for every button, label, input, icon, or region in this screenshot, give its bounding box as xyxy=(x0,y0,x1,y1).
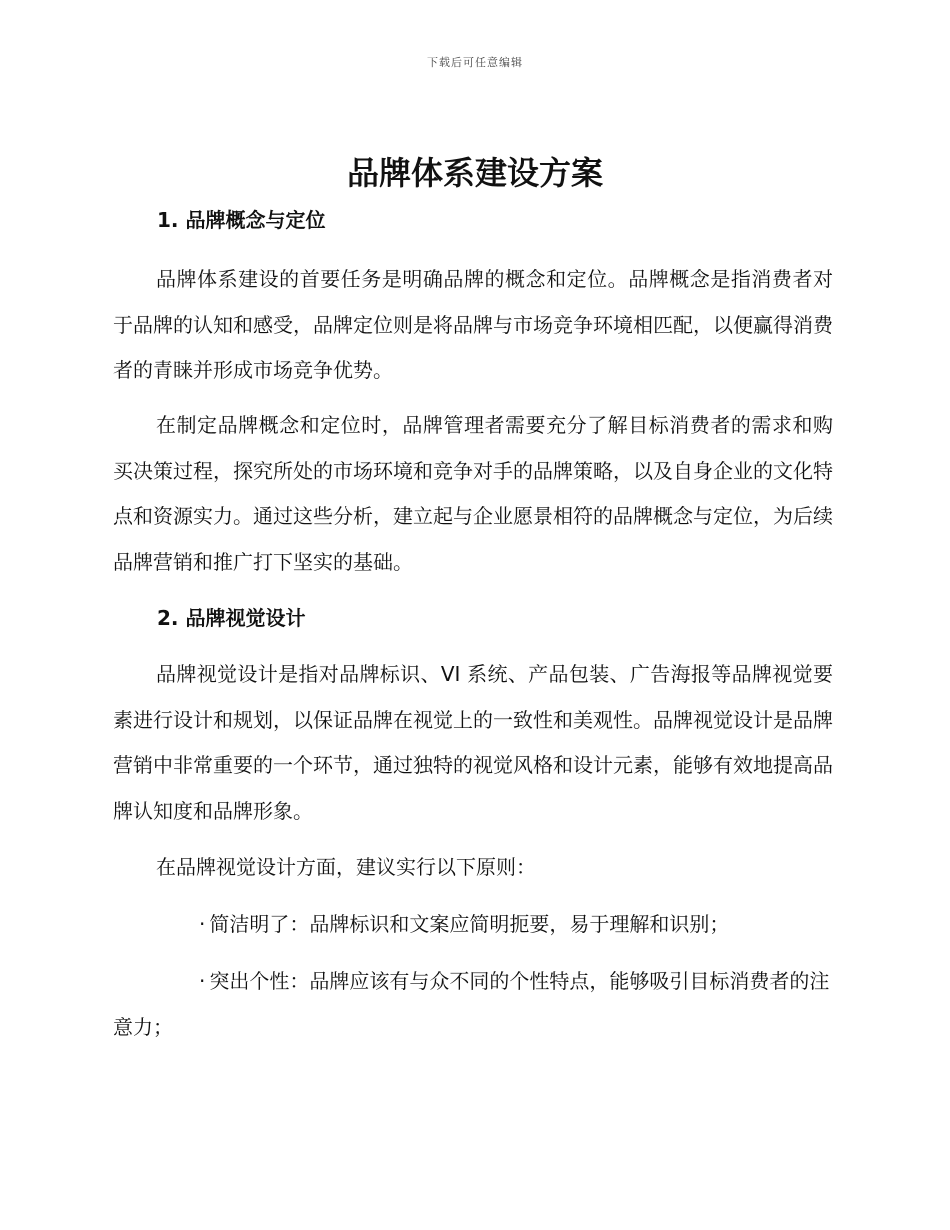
section-1-paragraph-2: 在制定品牌概念和定位时，品牌管理者需要充分了解目标消费者的需求和购买决策过程，探究所处的市场环境和竞争对手的品牌策略，以及自身企业的文化特点和资源实力。通过这些分析，建立起与企业愿景相符的品牌概念与定位，为后续品牌营销和推广打下坚实的基础。 xyxy=(113,413,833,574)
section-heading-1: 1. 品牌概念与定位 xyxy=(157,208,326,232)
document-title: 品牌体系建设方案 xyxy=(346,154,603,192)
bullet-marker: · xyxy=(199,912,206,936)
section-heading-2: 2. 品牌视觉设计 xyxy=(157,606,306,630)
section-2-paragraph-1: 品牌视觉设计是指对品牌标识、VI 系统、产品包装、广告海报等品牌视觉要素进行设计和规划，以保证品牌在视觉上的一致性和美观性。品牌视觉设计是品牌营销中非常重要的一个环节，通过独特的视觉风格和设计元素，能够有效地提高品牌认知度和品牌形象。 xyxy=(113,662,833,823)
list-item-text: 突出个性：品牌应该有与众不同的个性特点，能够吸引目标消费者的注意力； xyxy=(113,969,830,1039)
section-2-paragraph-2: 在品牌视觉设计方面，建议实行以下原则： xyxy=(156,855,536,879)
list-item xyxy=(113,902,833,948)
bullet-marker: · xyxy=(199,969,206,993)
header-note: 下载后可任意编辑 xyxy=(427,56,523,69)
list-item xyxy=(113,959,833,1050)
list-item-text: 简洁明了：品牌标识和文案应简明扼要，易于理解和识别； xyxy=(209,912,730,936)
section-1-paragraph-1: 品牌体系建设的首要任务是明确品牌的概念和定位。品牌概念是指消费者对于品牌的认知和感受，品牌定位则是将品牌与市场竞争环境相匹配，以便赢得消费者的青睐并形成市场竞争优势。 xyxy=(113,267,833,382)
